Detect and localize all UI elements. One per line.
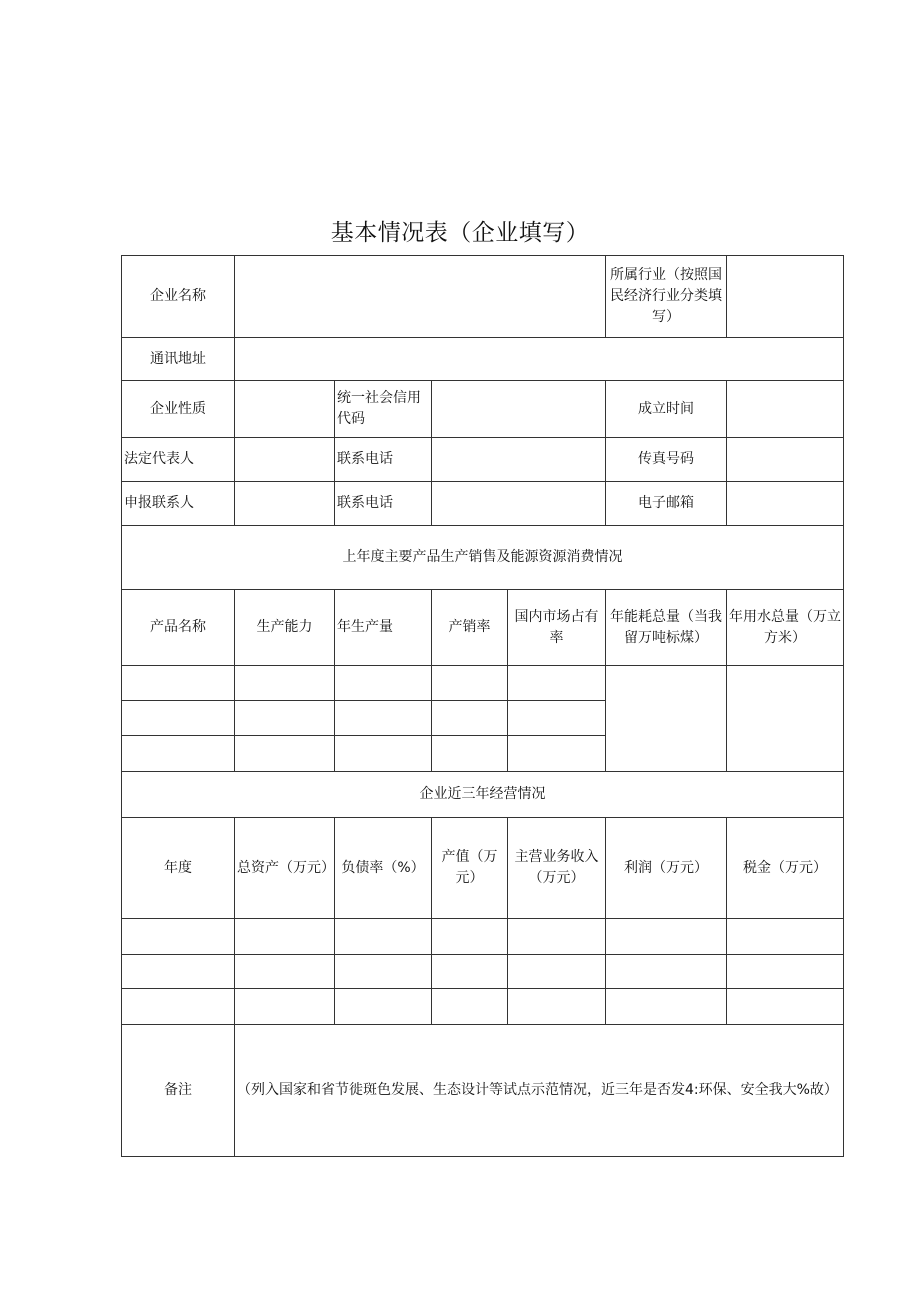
product-cell[interactable]	[235, 736, 335, 772]
product-row	[122, 666, 844, 701]
product-cell[interactable]	[122, 666, 235, 701]
product-cell[interactable]	[508, 666, 606, 701]
credit-code-field[interactable]	[432, 381, 606, 438]
ops-cell[interactable]	[235, 919, 335, 955]
product-cell[interactable]	[122, 736, 235, 772]
product-cell[interactable]	[335, 736, 432, 772]
fax-field[interactable]	[727, 438, 844, 482]
legal-rep-phone-field[interactable]	[432, 438, 606, 482]
basic-info-table	[121, 255, 844, 1157]
ops-cell[interactable]	[432, 919, 508, 955]
ops-header-year: 年度	[122, 818, 235, 919]
ops-header-revenue: 主营业务收入（万元）	[508, 818, 606, 919]
email-label: 电子邮箱	[606, 482, 727, 526]
ops-row	[122, 919, 844, 955]
ops-cell[interactable]	[508, 919, 606, 955]
ops-cell[interactable]	[335, 919, 432, 955]
legal-rep-label: 法定代表人	[122, 438, 235, 482]
ops-cell[interactable]	[235, 989, 335, 1025]
ops-cell[interactable]	[606, 989, 727, 1025]
product-cell[interactable]	[432, 736, 508, 772]
ops-cell[interactable]	[508, 955, 606, 989]
remarks-label: 备注	[122, 1025, 235, 1157]
product-cell[interactable]	[508, 701, 606, 736]
ops-header-debt-ratio: 负债率（%）	[335, 818, 432, 919]
ops-cell[interactable]	[606, 919, 727, 955]
product-cell[interactable]	[432, 666, 508, 701]
ops-cell[interactable]	[432, 955, 508, 989]
ops-cell[interactable]	[727, 989, 844, 1025]
remarks-text[interactable]: （列入国家和省节徙斑色发展、生态设计等试点示范情况，近三年是否发4:环保、安全我大%故）	[235, 1025, 844, 1157]
product-cell[interactable]	[335, 701, 432, 736]
credit-code-label: 统一社会信用代码	[335, 381, 432, 438]
founded-label: 成立时间	[606, 381, 727, 438]
products-header-sales-rate: 产销率	[432, 590, 508, 666]
water-total-field[interactable]	[727, 666, 844, 772]
energy-total-field[interactable]	[606, 666, 727, 772]
product-cell[interactable]	[235, 666, 335, 701]
operations-section-title: 企业近三年经营情况	[122, 772, 844, 818]
ops-cell[interactable]	[727, 919, 844, 955]
ops-header-tax: 税金（万元）	[727, 818, 844, 919]
applicant-label: 申报联系人	[122, 482, 235, 526]
ops-cell[interactable]	[432, 989, 508, 1025]
ops-header-profit: 利润（万元）	[606, 818, 727, 919]
address-label: 通讯地址	[122, 338, 235, 381]
applicant-phone-label: 联系电话	[335, 482, 432, 526]
founded-field[interactable]	[727, 381, 844, 438]
nature-label: 企业性质	[122, 381, 235, 438]
applicant-field[interactable]	[235, 482, 335, 526]
company-name-field[interactable]	[235, 256, 606, 338]
ops-cell[interactable]	[606, 955, 727, 989]
ops-header-output-value: 产值（万元）	[432, 818, 508, 919]
legal-rep-field[interactable]	[235, 438, 335, 482]
form-title: 基本情况表（企业填写）	[330, 220, 590, 246]
industry-label: 所属行业（按照国民经济行业分类填写）	[606, 256, 727, 338]
legal-rep-phone-label: 联系电话	[335, 438, 432, 482]
company-name-label: 企业名称	[122, 256, 235, 338]
products-header-market-share: 国内市场占有率	[508, 590, 606, 666]
products-header-energy: 年能耗总量（当我留万吨标煤）	[606, 590, 727, 666]
ops-row	[122, 989, 844, 1025]
product-cell[interactable]	[335, 666, 432, 701]
fax-label: 传真号码	[606, 438, 727, 482]
product-cell[interactable]	[122, 701, 235, 736]
industry-field[interactable]	[727, 256, 844, 338]
nature-field[interactable]	[235, 381, 335, 438]
ops-cell[interactable]	[235, 955, 335, 989]
ops-cell[interactable]	[727, 955, 844, 989]
ops-cell[interactable]	[508, 989, 606, 1025]
products-header-name: 产品名称	[122, 590, 235, 666]
product-cell[interactable]	[508, 736, 606, 772]
ops-header-assets: 总资产（万元）	[235, 818, 335, 919]
ops-cell[interactable]	[122, 989, 235, 1025]
email-field[interactable]	[727, 482, 844, 526]
address-field[interactable]	[235, 338, 844, 381]
product-cell[interactable]	[432, 701, 508, 736]
products-header-output: 年生产量	[335, 590, 432, 666]
ops-cell[interactable]	[335, 955, 432, 989]
ops-cell[interactable]	[335, 989, 432, 1025]
product-cell[interactable]	[235, 701, 335, 736]
products-header-capacity: 生产能力	[235, 590, 335, 666]
ops-cell[interactable]	[122, 919, 235, 955]
applicant-phone-field[interactable]	[432, 482, 606, 526]
ops-cell[interactable]	[122, 955, 235, 989]
ops-row	[122, 955, 844, 989]
products-section-title: 上年度主要产品生产销售及能源资源消费情况	[122, 526, 844, 590]
products-header-water: 年用水总量（万立方米）	[727, 590, 844, 666]
